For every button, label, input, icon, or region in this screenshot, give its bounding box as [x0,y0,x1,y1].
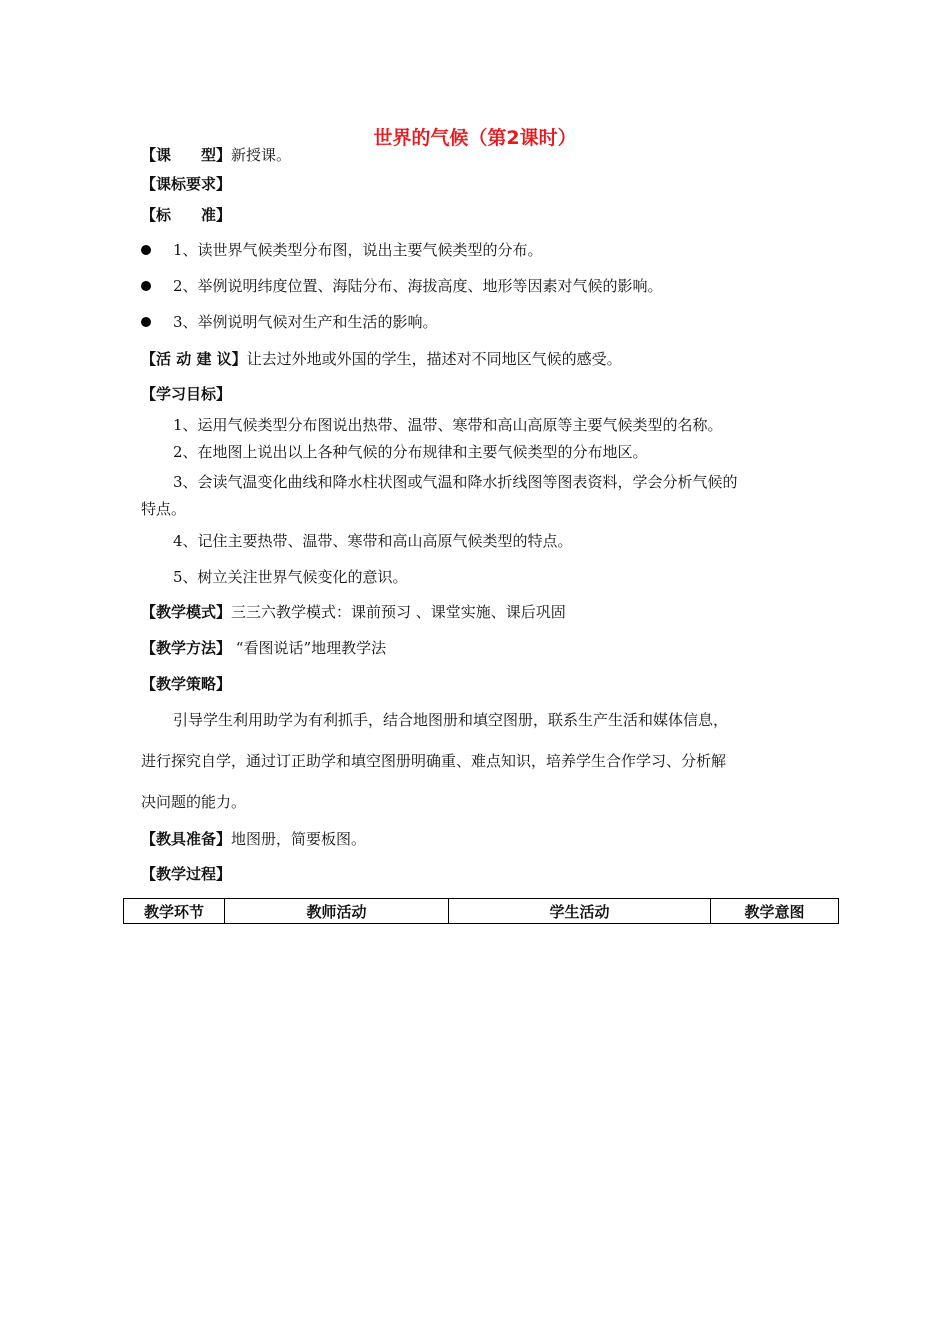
strategy-line: 引导学生利用助学为有利抓手，结合地图册和填空图册，联系生产生活和媒体信息， [173,711,729,729]
curriculum-heading: 【课标要求】 [141,175,232,193]
bullet-icon [141,245,151,255]
table-header-cell: 教学意图 [711,899,839,924]
page-title: 世界的气候（第2课时） [373,127,577,149]
bullet-icon [141,317,151,327]
method-value: “看图说话”地理教学法 [231,639,387,657]
goal-item: 3、会读气温变化曲线和降水柱状图或气温和降水折线图等图表资料，学会分析气候的 [173,473,738,491]
activity-row [141,349,622,369]
tools-value: 地图册，简要板图。 [231,830,367,848]
tools-row [141,829,366,849]
strategy-heading: 【教学策略】 [141,675,232,693]
goal-item-continued: 特点。 [141,500,187,518]
process-heading: 【教学过程】 [141,865,232,883]
table-header-row [124,899,839,924]
standard-heading: 【标 准】 [141,206,232,224]
goals-heading: 【学习目标】 [141,385,232,403]
standard-item: 1、读世界气候类型分布图，说出主要气候类型的分布。 [173,241,543,259]
lesson-type-row [141,145,291,165]
table-header-cell: 学生活动 [449,899,711,924]
strategy-line: 进行探究自学，通过订正助学和填空图册明确重、难点知识，培养学生合作学习、分析解 [141,752,727,770]
strategy-line: 决问题的能力。 [141,793,247,811]
standard-item: 2、举例说明纬度位置、海陆分布、海拔高度、地形等因素对气候的影响。 [173,277,663,295]
method-label: 【教学方法】 [141,639,232,657]
lesson-type-label: 【课 型】 [141,146,232,164]
goal-item: 4、记住主要热带、温带、寒带和高山高原气候类型的特点。 [173,532,573,550]
activity-value: 让去过外地或外国的学生，描述对不同地区气候的感受。 [246,350,622,368]
goal-item: 2、在地图上说出以上各种气候的分布规律和主要气候类型的分布地区。 [173,443,648,461]
standard-item: 3、举例说明气候对生产和生活的影响。 [173,313,438,331]
activity-label: 【活 动 建 议】 [141,350,247,368]
bullet-icon [141,281,151,291]
method-row [141,638,386,658]
mode-label: 【教学模式】 [141,603,232,621]
tools-label: 【教具准备】 [141,830,232,848]
goal-item: 5、树立关注世界气候变化的意识。 [173,568,408,586]
mode-value: 三三六教学模式：课前预习 、课堂实施、课后巩固 [231,603,566,621]
mode-row [141,602,566,622]
lesson-type-value: 新授课。 [231,146,292,164]
table-header-cell: 教师活动 [225,899,449,924]
table-header-cell: 教学环节 [124,899,225,924]
goal-item: 1、运用气候类型分布图说出热带、温带、寒带和高山高原等主要气候类型的名称。 [173,416,723,434]
teaching-process-table [123,898,839,924]
